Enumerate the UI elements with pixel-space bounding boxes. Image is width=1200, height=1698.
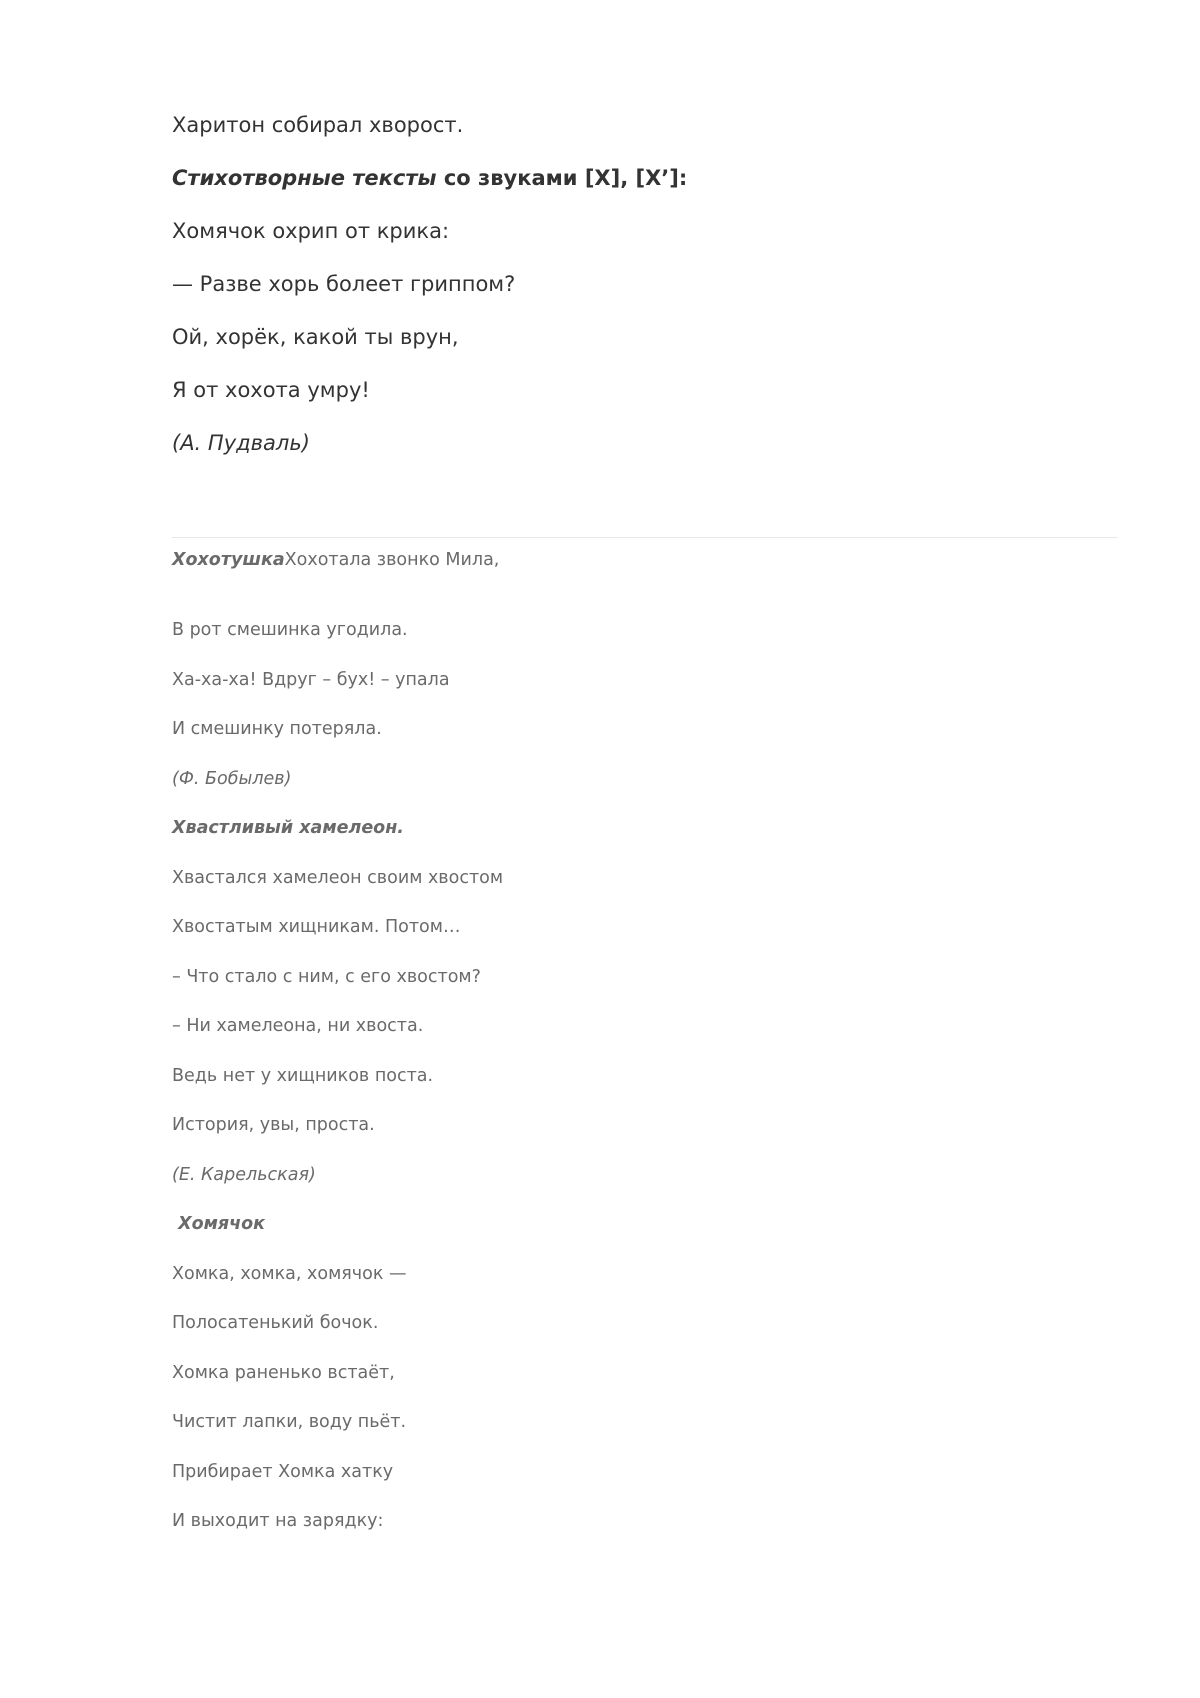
poem-line: История, увы, проста. xyxy=(172,1115,375,1135)
poem-title: Хомячок xyxy=(172,1214,266,1234)
poem-author: (Ф. Бобылев) xyxy=(172,769,292,789)
poem-line: Хомка, хомка, хомячок — xyxy=(172,1264,407,1284)
poem-author: (Е. Карельская) xyxy=(172,1165,316,1185)
poem-title-line xyxy=(172,550,499,570)
poem-line: – Ни хамелеона, ни хвоста. xyxy=(172,1016,424,1036)
poem-line: И выходит на зарядку: xyxy=(172,1511,384,1531)
poem-line: – Что стало с ним, с его хвостом? xyxy=(172,967,481,987)
poem-line: — Разве хорь болеет гриппом? xyxy=(172,272,516,296)
poem-line: Чистит лапки, воду пьёт. xyxy=(172,1412,407,1432)
poem-line: Прибирает Хомка хатку xyxy=(172,1462,394,1482)
section-divider xyxy=(172,537,1118,538)
poem-line: Ведь нет у хищников поста. xyxy=(172,1066,434,1086)
poem-line: Хвастался хамелеон своим хвостом xyxy=(172,868,504,888)
poem-line: Хвостатым хищникам. Потом… xyxy=(172,917,461,937)
poem-line: Хомка раненько встаёт, xyxy=(172,1363,395,1383)
section-heading-rest: со звуками [Х], [Х’]: xyxy=(436,166,688,190)
poem-line: Хохотала звонко Мила, xyxy=(284,550,500,570)
poem-line: Полосатенький бочок. xyxy=(172,1313,379,1333)
poem-line: Я от хохота умру! xyxy=(172,378,370,402)
poem-line: В рот смешинка угодила. xyxy=(172,620,408,640)
poem-line: Ой, хорёк, какой ты врун, xyxy=(172,325,459,349)
poem-line: Ха-ха-ха! Вдруг – бух! – упала xyxy=(172,670,450,690)
poem-title: Хохотушка xyxy=(172,550,285,570)
section-heading xyxy=(172,166,687,190)
poem-author: (А. Пудваль) xyxy=(172,431,310,455)
poem-line: Хомячок охрип от крика: xyxy=(172,219,450,243)
poem-line: И смешинку потеряла. xyxy=(172,719,382,739)
poem-title: Хвастливый хамелеон. xyxy=(172,818,404,838)
intro-line: Харитон собирал хворост. xyxy=(172,113,464,137)
section-heading-italic: Стихотворные тексты xyxy=(172,166,437,190)
